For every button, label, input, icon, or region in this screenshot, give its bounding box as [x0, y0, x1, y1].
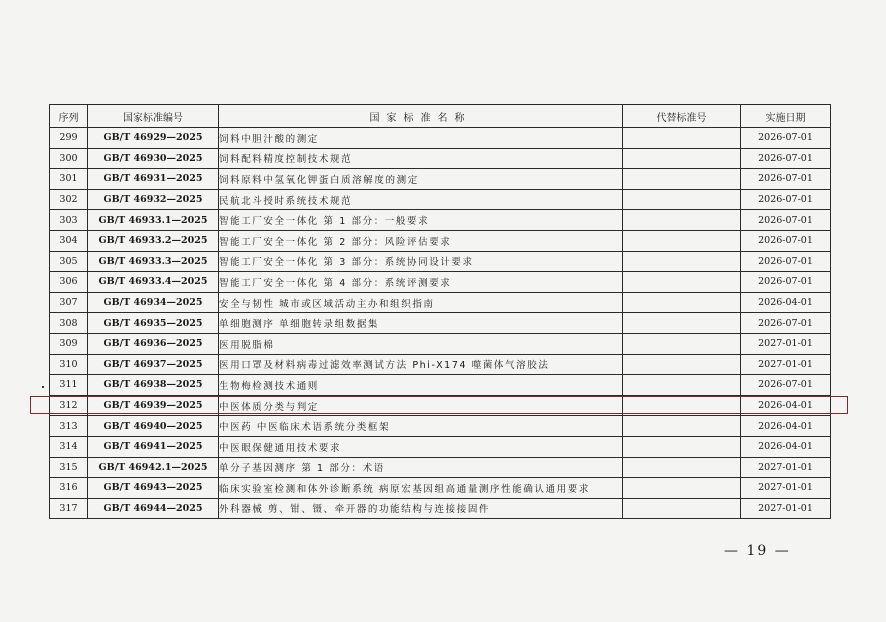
cell-name: 饲料中胆汁酸的测定: [219, 128, 623, 149]
header-name: 国家标准名称: [219, 105, 623, 128]
table-row: [50, 395, 831, 416]
table-row: [50, 169, 831, 190]
table-row: [50, 251, 831, 272]
table-row: [50, 292, 831, 313]
cell-code: GB/T 46931—2025: [88, 169, 219, 190]
cell-date: 2026-07-01: [741, 230, 831, 251]
table-row: [50, 375, 831, 396]
table-row: [50, 272, 831, 293]
cell-no: 300: [50, 148, 88, 169]
cell-code: GB/T 46934—2025: [88, 292, 219, 313]
cell-no: 306: [50, 272, 88, 293]
cell-replace: [623, 210, 741, 231]
cell-name: 单分子基因测序 第 1 部分：术语: [219, 457, 623, 478]
cell-code: GB/T 46932—2025: [88, 189, 219, 210]
cell-replace: [623, 313, 741, 334]
cell-date: 2026-07-01: [741, 189, 831, 210]
cell-replace: [623, 395, 741, 416]
cell-date: 2026-04-01: [741, 416, 831, 437]
cell-date: 2026-04-01: [741, 436, 831, 457]
cell-no: 315: [50, 457, 88, 478]
cell-name: 医用脱脂棉: [219, 333, 623, 354]
cell-replace: [623, 457, 741, 478]
cell-no: 301: [50, 169, 88, 190]
table-row: [50, 498, 831, 519]
table-row: [50, 478, 831, 499]
cell-name: 智能工厂安全一体化 第 2 部分：风险评估要求: [219, 230, 623, 251]
table-row: [50, 189, 831, 210]
cell-replace: [623, 272, 741, 293]
cell-replace: [623, 416, 741, 437]
cell-replace: [623, 148, 741, 169]
standards-table: [49, 104, 831, 519]
cell-replace: [623, 128, 741, 149]
cell-date: 2026-07-01: [741, 251, 831, 272]
cell-name: 中医药 中医临床术语系统分类框架: [219, 416, 623, 437]
cell-code: GB/T 46933.2—2025: [88, 230, 219, 251]
cell-code: GB/T 46937—2025: [88, 354, 219, 375]
cell-replace: [623, 498, 741, 519]
cell-replace: [623, 478, 741, 499]
cell-no: 299: [50, 128, 88, 149]
cell-date: 2027-01-01: [741, 354, 831, 375]
cell-name: 智能工厂安全一体化 第 4 部分：系统评测要求: [219, 272, 623, 293]
cell-code: GB/T 46942.1—2025: [88, 457, 219, 478]
table-row: [50, 436, 831, 457]
cell-date: 2026-04-01: [741, 292, 831, 313]
cell-code: GB/T 46930—2025: [88, 148, 219, 169]
cell-code: GB/T 46929—2025: [88, 128, 219, 149]
cell-name: 中医体质分类与判定: [219, 395, 623, 416]
cell-date: 2026-07-01: [741, 169, 831, 190]
cell-code: GB/T 46933.3—2025: [88, 251, 219, 272]
cell-no: 313: [50, 416, 88, 437]
cell-no: 305: [50, 251, 88, 272]
header-no: 序列: [50, 105, 88, 128]
cell-code: GB/T 46941—2025: [88, 436, 219, 457]
cell-date: 2026-07-01: [741, 210, 831, 231]
cell-code: GB/T 46939—2025: [88, 395, 219, 416]
table-row: [50, 416, 831, 437]
cell-code: GB/T 46940—2025: [88, 416, 219, 437]
cell-name: 外科器械 剪、钳、镊、牵开器的功能结构与连接接固件: [219, 498, 623, 519]
cell-no: 308: [50, 313, 88, 334]
cell-code: GB/T 46936—2025: [88, 333, 219, 354]
cell-replace: [623, 375, 741, 396]
page-number: — 19 —: [724, 543, 791, 559]
cell-replace: [623, 436, 741, 457]
cell-date: 2026-07-01: [741, 128, 831, 149]
table-row: [50, 230, 831, 251]
table-row: [50, 313, 831, 334]
table-row: [50, 148, 831, 169]
cell-code: GB/T 46938—2025: [88, 375, 219, 396]
cell-date: 2026-07-01: [741, 148, 831, 169]
cell-name: 饲料配料精度控制技术规范: [219, 148, 623, 169]
header-replace: 代替标准号: [623, 105, 741, 128]
cell-replace: [623, 333, 741, 354]
cell-no: 310: [50, 354, 88, 375]
cell-date: 2026-04-01: [741, 395, 831, 416]
cell-name: 民航北斗授时系统技术规范: [219, 189, 623, 210]
cell-name: 安全与韧性 城市或区域活动主办和组织指南: [219, 292, 623, 313]
cell-name: 临床实验室检测和体外诊断系统 病原宏基因组高通量测序性能确认通用要求: [219, 478, 623, 499]
cell-name: 饲料原料中氢氧化钾蛋白质溶解度的测定: [219, 169, 623, 190]
cell-date: 2027-01-01: [741, 478, 831, 499]
cell-date: 2027-01-01: [741, 457, 831, 478]
cell-no: 317: [50, 498, 88, 519]
cell-replace: [623, 169, 741, 190]
cell-name: 生物梅检测技术通则: [219, 375, 623, 396]
cell-replace: [623, 230, 741, 251]
cell-no: 311: [50, 375, 88, 396]
cell-date: 2027-01-01: [741, 498, 831, 519]
cell-replace: [623, 354, 741, 375]
cell-no: 302: [50, 189, 88, 210]
stray-mark: [42, 386, 44, 388]
cell-code: GB/T 46944—2025: [88, 498, 219, 519]
cell-replace: [623, 292, 741, 313]
cell-no: 303: [50, 210, 88, 231]
cell-no: 316: [50, 478, 88, 499]
cell-no: 309: [50, 333, 88, 354]
cell-date: 2026-07-01: [741, 272, 831, 293]
cell-name: 医用口罩及材料病毒过滤效率测试方法 Phi-X174 噬菌体气溶胶法: [219, 354, 623, 375]
table-row: [50, 457, 831, 478]
cell-code: GB/T 46933.4—2025: [88, 272, 219, 293]
cell-replace: [623, 251, 741, 272]
header-date: 实施日期: [741, 105, 831, 128]
cell-no: 312: [50, 395, 88, 416]
cell-date: 2027-01-01: [741, 333, 831, 354]
cell-no: 307: [50, 292, 88, 313]
cell-date: 2026-07-01: [741, 313, 831, 334]
cell-date: 2026-07-01: [741, 375, 831, 396]
cell-name: 单细胞测序 单细胞转录组数据集: [219, 313, 623, 334]
cell-name: 智能工厂安全一体化 第 3 部分：系统协同设计要求: [219, 251, 623, 272]
table-row: [50, 210, 831, 231]
cell-code: GB/T 46935—2025: [88, 313, 219, 334]
cell-name: 中医眼保健通用技术要求: [219, 436, 623, 457]
table-row: [50, 128, 831, 149]
cell-code: GB/T 46933.1—2025: [88, 210, 219, 231]
table-row: [50, 333, 831, 354]
cell-name: 智能工厂安全一体化 第 1 部分：一般要求: [219, 210, 623, 231]
table-row: [50, 354, 831, 375]
table-header-row: [50, 105, 831, 128]
header-code: 国家标准编号: [88, 105, 219, 128]
cell-no: 304: [50, 230, 88, 251]
cell-code: GB/T 46943—2025: [88, 478, 219, 499]
cell-replace: [623, 189, 741, 210]
cell-no: 314: [50, 436, 88, 457]
